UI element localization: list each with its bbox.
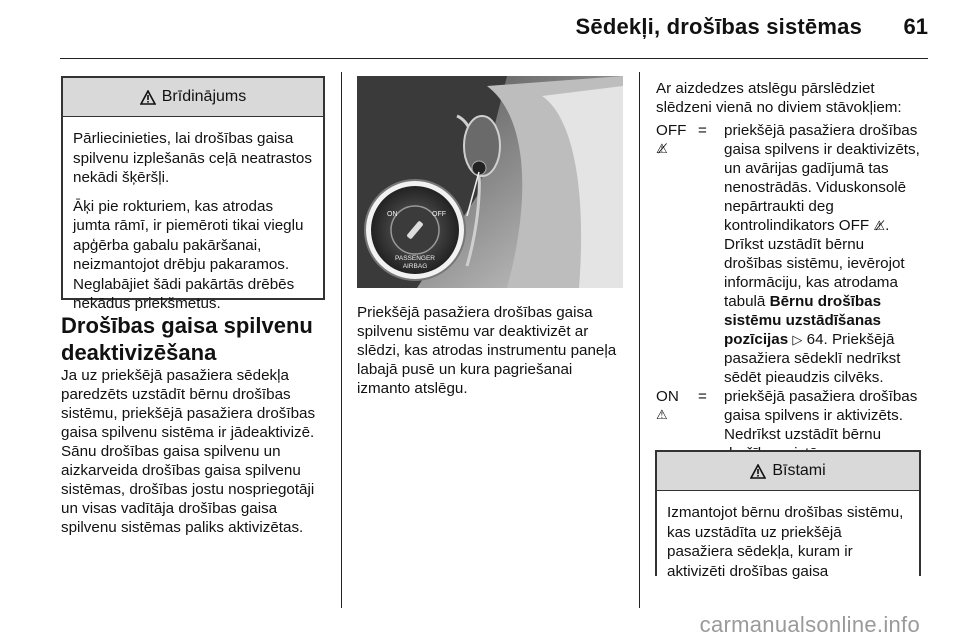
page-header-title: Sēdekļi, drošības sistēmas	[575, 14, 862, 39]
section-heading-line-2: deaktivizēšana	[61, 340, 217, 365]
on-definition: priekšējā pasažiera drošības gaisa spilvens ir aktivizēts. Nedrīkst uzstādīt bērnu	[724, 388, 918, 443]
on-term: ON	[656, 388, 679, 405]
column-divider-1	[341, 72, 342, 608]
switch-airbag-label: AIRBAG	[402, 263, 428, 270]
danger-box	[655, 450, 921, 580]
off-definition-text-3: 64. Priekšējā pasažiera sēdeklī nedrīkst sēdēt pieaudzis cilvēks.	[724, 331, 901, 386]
danger-box-header	[657, 452, 919, 491]
danger-box-title: Bīstami	[772, 462, 826, 479]
airbag-switch-photo	[357, 76, 623, 288]
warning-triangle-icon	[140, 90, 156, 105]
off-term: OFF	[656, 122, 687, 139]
section-heading-line-1: Drošības gaisa spilvenu	[61, 313, 313, 338]
off-position-row	[656, 121, 926, 387]
page-number: 61	[903, 14, 928, 39]
airbag-off-indicator-icon: ⚠̸	[873, 218, 886, 233]
equals-sign: =	[698, 122, 707, 139]
switch-on-label: ON	[387, 211, 398, 218]
child-seat-table-reference: Bērnu drošības sistēmu uzstādīšanas pozīcijas	[724, 293, 882, 348]
off-definition	[724, 121, 926, 387]
warning-paragraph-1: Pārliecinieties, lai drošības gaisa spilvenu izplešanās ceļā neatrastos nekādi šķēršļi.	[73, 130, 312, 186]
column-divider-2	[639, 72, 640, 608]
off-definition-text-2: . Drīkst uzstādīt bērnu drošības sistēmu, ievērojot informāciju, kas atrodama tabulā	[724, 217, 905, 310]
warning-box-header	[63, 78, 323, 117]
page-reference-arrow-icon: ▷	[792, 332, 803, 347]
header-rule	[60, 58, 928, 59]
airbag-off-icon: ⚠̸	[656, 141, 668, 156]
airbag-switch-closeup	[365, 180, 465, 280]
right-intro: Ar aizdedzes atslēgu pārslēdziet slēdzeni vienā no diviem stāvokļiem:	[656, 80, 902, 116]
section-body: Ja uz priekšējā pasažiera sēdekļa paredzēts uzstādīt bērnu drošības sistēmu, priekšējā pasažiera drošības gaisa spilvenu sistēma ir jādeaktivizē. Sānu drošības gaisa spilvenu un aizkarveida drošības gaisa spilvenu sistēmas, drošības jostu nospriegotāji un visas vadītāja drošības gaisa spilvenu sistēmas paliks aktivizētas.	[61, 367, 316, 536]
warning-box-title: Brīdinājums	[161, 88, 247, 105]
switch-off-label: OFF	[432, 211, 446, 218]
danger-paragraph: Izmantojot bērnu drošības sistēmu, kas uzstādīta uz priekšējā pasažiera sēdekļa, kuram ir aktivizēti drošības gaisa	[667, 504, 904, 580]
warning-paragraph-2: Āķi pie rokturiem, kas atrodas jumta rāmī, ir piemēroti tikai vieglu apģērba gabalu pakāršanai, neizmantojot drēbju pakaramos. Neglabājiet šādi pakārtās drēbēs nekādus priekšmetus.	[73, 197, 304, 312]
warning-triangle-icon	[750, 464, 766, 479]
equals-sign-2: =	[698, 388, 707, 405]
section-heading	[61, 312, 331, 366]
airbag-on-icon: ⚠	[656, 407, 668, 422]
switch-positions-list	[656, 121, 926, 463]
dashboard-photo-illustration	[357, 76, 623, 288]
watermark: carmanualsonline.info	[699, 612, 920, 637]
middle-paragraph: Priekšējā pasažiera drošības gaisa spilvenu sistēmu var deaktivizēt ar slēdzi, kas atrodas instrumentu paneļa labajā pusē un kura pagriešanai izmanto atslēgu.	[357, 304, 617, 397]
warning-box	[61, 76, 325, 312]
switch-passenger-label: PASSENGER	[395, 255, 435, 262]
off-definition-text-1: priekšējā pasažiera drošības gaisa spilvens ir deaktivizēts, un avārijas gadījumā tas nenostrādās. Viduskonsolē nepārtraukti deg kontrolindikators OFF	[724, 122, 920, 234]
